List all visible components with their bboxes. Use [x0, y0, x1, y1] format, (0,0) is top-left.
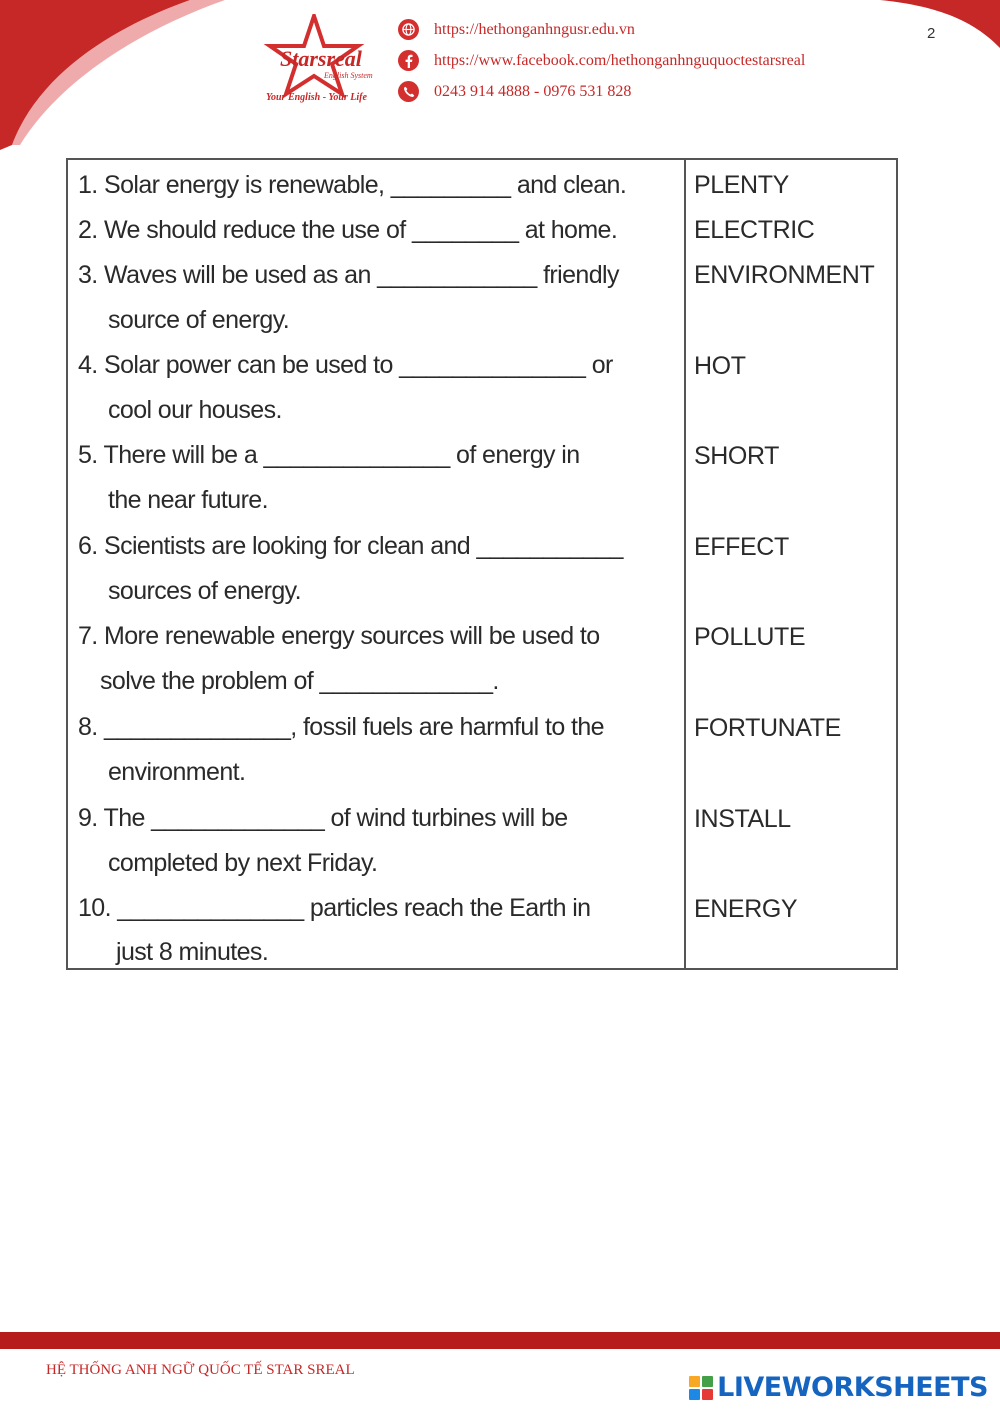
keyword-2: ELECTRIC — [694, 216, 815, 244]
question-5-cont: the near future. — [108, 486, 268, 514]
globe-icon — [398, 19, 419, 40]
question-6: 6. Scientists are looking for clean and ___________ — [78, 532, 623, 560]
keyword-4: HOT — [694, 352, 746, 380]
question-7: 7. More renewable energy sources will be used to — [78, 622, 600, 650]
contact-info — [398, 14, 805, 107]
phone-numbers: 0243 914 4888 - 0976 531 828 — [434, 82, 632, 100]
keyword-8: FORTUNATE — [694, 714, 841, 742]
question-4-cont: cool our houses. — [108, 396, 282, 424]
question-8: 8. ______________, fossil fuels are harmful to the — [78, 713, 604, 741]
liveworksheets-wordmark: LIVEWORKSHEETS — [717, 1372, 988, 1403]
question-2: 2. We should reduce the use of ________ at home. — [78, 216, 618, 244]
contact-phone — [398, 76, 805, 107]
contact-website[interactable] — [398, 14, 805, 45]
corner-swoosh-left — [0, 0, 230, 150]
keyword-5: SHORT — [694, 442, 780, 470]
footer-bar — [0, 1332, 1000, 1349]
phone-icon — [398, 81, 419, 102]
svg-text:Starsreal: Starsreal — [280, 46, 362, 71]
website-link[interactable]: https://hethonganhngusr.edu.vn — [434, 20, 635, 38]
keyword-10: ENERGY — [694, 895, 798, 923]
page-number: 2 — [927, 25, 936, 42]
corner-swoosh-right — [880, 0, 1000, 50]
facebook-link[interactable]: https://www.facebook.com/hethonganhnguquoctestarsreal — [434, 51, 806, 69]
question-6-cont: sources of energy. — [108, 577, 302, 605]
question-8-cont: environment. — [108, 758, 246, 786]
footer-org-name: HỆ THỐNG ANH NGỮ QUỐC TẾ STAR SREAL — [46, 1362, 355, 1378]
worksheet-table — [66, 158, 898, 970]
column-divider — [684, 160, 686, 968]
question-3: 3. Waves will be used as an ____________ friendly — [78, 261, 619, 289]
keyword-3: ENVIRONMENT — [694, 261, 875, 289]
question-10: 10. ______________ particles reach the Earth in — [78, 894, 591, 922]
brand-tagline: Your English - Your Life — [266, 92, 367, 103]
question-5: 5. There will be a ______________ of energy in — [78, 441, 580, 469]
liveworksheets-logo — [689, 1372, 988, 1403]
question-9: 9. The _____________ of wind turbines will be — [78, 804, 568, 832]
svg-text:English System: English System — [324, 71, 373, 80]
question-3-cont: source of energy. — [108, 306, 290, 334]
liveworksheets-icon — [689, 1376, 713, 1400]
keyword-1: PLENTY — [694, 171, 789, 199]
question-4: 4. Solar power can be used to ______________ or — [78, 351, 613, 379]
question-9-cont: completed by next Friday. — [108, 849, 378, 877]
keyword-7: POLLUTE — [694, 623, 806, 651]
keyword-6: EFFECT — [694, 533, 789, 561]
question-10-cont: just 8 minutes. — [116, 938, 269, 966]
facebook-icon — [398, 50, 419, 71]
keyword-9: INSTALL — [694, 805, 791, 833]
contact-facebook[interactable] — [398, 45, 805, 76]
question-1: 1. Solar energy is renewable, _________ and clean. — [78, 171, 627, 199]
question-7-cont: solve the problem of _____________. — [100, 667, 499, 695]
